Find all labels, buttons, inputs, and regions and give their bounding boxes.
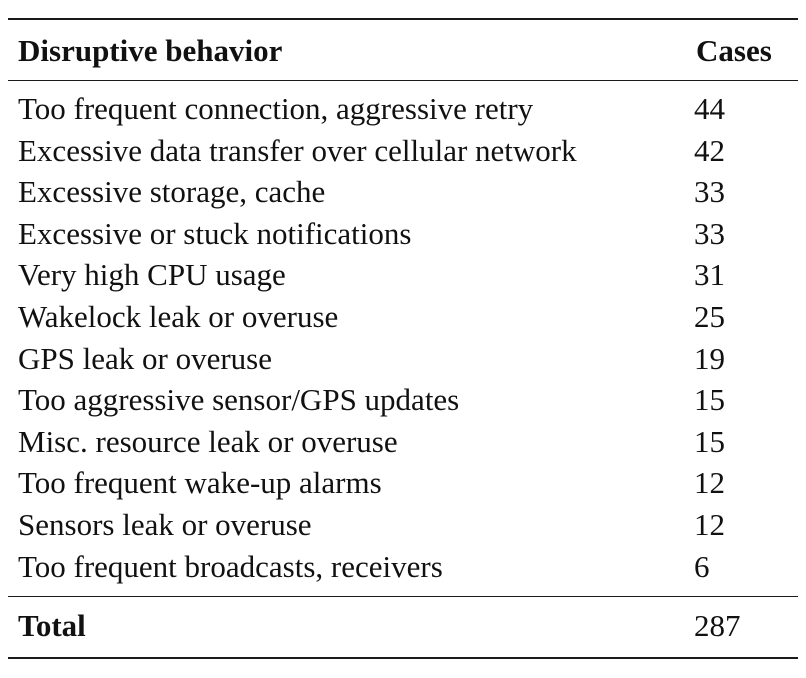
table-row [8,546,798,588]
table-row [8,296,798,338]
row-cases: 42 [694,132,725,168]
table-row [8,462,798,504]
row-behavior: Excessive data transfer over cellular network [18,132,577,168]
row-cases: 12 [694,465,725,501]
row-behavior: GPS leak or overuse [18,340,272,376]
bottom-rule [8,657,798,659]
table-header-row [8,20,798,80]
row-cases: 12 [694,506,725,542]
total-label: Total [18,608,86,644]
row-cases: 19 [694,340,725,376]
table-body [8,81,798,596]
row-behavior: Wakelock leak or overuse [18,298,339,334]
row-behavior: Excessive or stuck notifications [18,215,412,251]
row-behavior: Sensors leak or overuse [18,506,312,542]
row-behavior: Too frequent broadcasts, receivers [18,548,443,584]
row-behavior: Too frequent wake-up alarms [18,465,382,501]
row-cases: 25 [694,298,725,334]
table-row [8,213,798,255]
table-row [8,504,798,546]
total-cases: 287 [694,608,741,644]
row-behavior: Misc. resource leak or overuse [18,423,398,459]
table-row [8,88,798,130]
table-row [8,379,798,421]
row-cases: 44 [694,91,725,126]
disruptive-behavior-table [8,18,798,659]
table-row [8,421,798,463]
table-row [8,254,798,296]
header-behavior: Disruptive behavior [18,33,283,68]
row-cases: 15 [694,382,725,418]
row-behavior: Very high CPU usage [18,257,286,293]
row-behavior: Too frequent connection, aggressive retry [18,91,534,126]
row-cases: 33 [694,215,725,251]
row-cases: 6 [694,548,710,584]
table-total-row [8,597,798,657]
row-cases: 15 [694,423,725,459]
table-row [8,130,798,172]
table-row [8,171,798,213]
table-row [8,338,798,380]
row-cases: 33 [694,174,725,210]
row-behavior: Excessive storage, cache [18,174,326,210]
row-behavior: Too aggressive sensor/GPS updates [18,382,460,418]
row-cases: 31 [694,257,725,293]
header-cases: Cases [696,33,772,68]
